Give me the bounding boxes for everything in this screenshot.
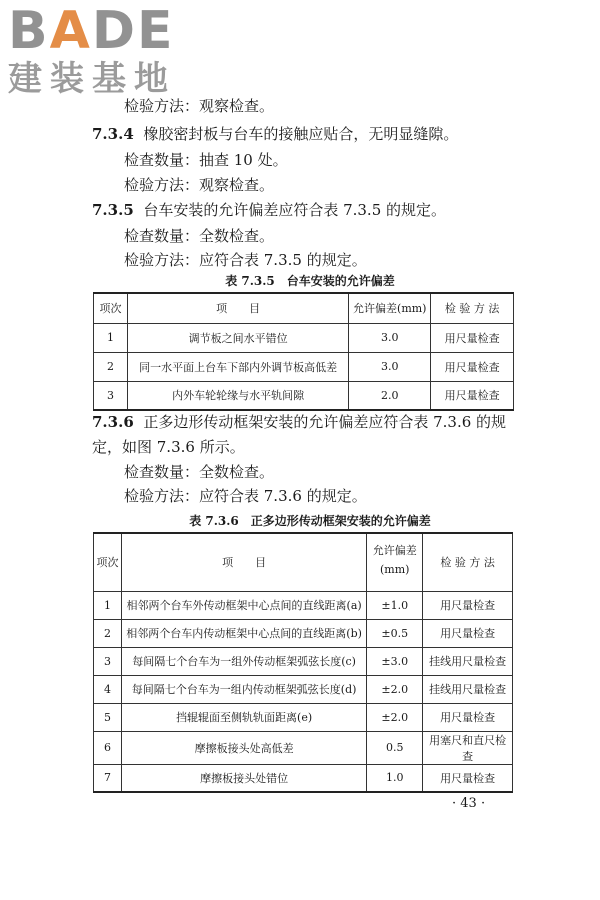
- watermark-logo: [8, 1, 176, 99]
- header-cell: 项次: [94, 533, 122, 591]
- table-cell: 5: [94, 703, 122, 731]
- table-cell: 用尺量检查: [423, 591, 513, 619]
- table-cell: 摩擦板接头处高低差: [121, 731, 366, 764]
- table-cell: 用尺量检查: [423, 703, 513, 731]
- table-row: [94, 352, 514, 381]
- table-cell: 1: [94, 323, 128, 352]
- table-cell: ±2.0: [367, 703, 423, 731]
- table-cell: 摩擦板接头处错位: [121, 764, 366, 792]
- text-line: 检查数量：全数检查。: [124, 227, 275, 245]
- table-cell: ±0.5: [367, 619, 423, 647]
- section-7-3-4: [92, 124, 458, 144]
- table-row: [94, 323, 514, 352]
- page-number: · 43 ·: [452, 796, 486, 811]
- section-number: 7.3.5: [92, 201, 134, 219]
- table-cell: 3: [94, 381, 128, 410]
- text-line: 检查数量：抽查 10 处。: [124, 151, 288, 169]
- table-cell: 用尺量检查: [431, 381, 514, 410]
- table-cell: 3: [94, 647, 122, 675]
- header-cell: 允许偏差 (mm): [367, 533, 423, 591]
- table-7-3-5: [93, 292, 514, 411]
- text-line: 检验方法：观察检查。: [124, 176, 275, 194]
- table-cell: 2.0: [349, 381, 431, 410]
- section-number: 7.3.6: [92, 413, 134, 431]
- table-cell: ±2.0: [367, 675, 423, 703]
- table-cell: 3.0: [349, 323, 431, 352]
- table-row: [94, 703, 513, 731]
- table-cell: 1.0: [367, 764, 423, 792]
- header-cell: 检 验 方 法: [431, 293, 514, 323]
- section-7-3-5: [92, 200, 446, 220]
- table-cell: 用塞尺和直尺检查: [423, 731, 513, 764]
- text-line: 检查数量：全数检查。: [124, 463, 275, 481]
- text-line: 检验方法：观察检查。: [124, 97, 275, 115]
- section-7-3-6: [92, 412, 506, 432]
- table-cell: 用尺量检查: [431, 323, 514, 352]
- table-cell: 每间隔七个台车为一组外传动框架弧弦长度(c): [121, 647, 366, 675]
- header-cell: 项 目: [127, 293, 348, 323]
- table-row: [94, 675, 513, 703]
- table-cell: 2: [94, 352, 128, 381]
- header-cell: 允许偏差(mm): [349, 293, 431, 323]
- header-cell: 项 目: [121, 533, 366, 591]
- table-cell: 调节板之间水平错位: [127, 323, 348, 352]
- table-cell: 7: [94, 764, 122, 792]
- table-row: [94, 381, 514, 410]
- table-cell: 挂线用尺量检查: [423, 675, 513, 703]
- table-header-row: [94, 533, 513, 591]
- table-cell: 6: [94, 731, 122, 764]
- table-header-row: [94, 293, 514, 323]
- table-row: [94, 619, 513, 647]
- header-cell: 检 验 方 法: [423, 533, 513, 591]
- section-text: 正多边形传动框架安装的允许偏差应符合表 7.3.6 的规: [143, 413, 507, 431]
- table-7-3-6-caption: 表 7.3.6 正多边形传动框架安装的允许偏差: [189, 514, 431, 528]
- table-row: [94, 764, 513, 792]
- table-cell: 相邻两个台车内传动框架中心点间的直线距离(b): [121, 619, 366, 647]
- table-7-3-5-caption: 表 7.3.5 台车安装的允许偏差: [225, 274, 395, 288]
- table-cell: 1: [94, 591, 122, 619]
- table-cell: 同一水平面上台车下部内外调节板高低差: [127, 352, 348, 381]
- table-cell: 相邻两个台车外传动框架中心点间的直线距离(a): [121, 591, 366, 619]
- table-cell: ±1.0: [367, 591, 423, 619]
- section-text: 橡胶密封板与台车的接触应贴合，无明显缝隙。: [143, 125, 459, 143]
- text-line: 定，如图 7.3.6 所示。: [92, 438, 245, 456]
- section-number: 7.3.4: [92, 125, 134, 143]
- table-cell: 每间隔七个台车为一组内传动框架弧弦长度(d): [121, 675, 366, 703]
- header-cell: 项次: [94, 293, 128, 323]
- table-cell: 0.5: [367, 731, 423, 764]
- table-cell: 挡辊辊面至侧轨轨面距离(e): [121, 703, 366, 731]
- text-line: 检验方法：应符合表 7.3.6 的规定。: [124, 487, 367, 505]
- table-7-3-6: [93, 532, 513, 793]
- table-cell: ±3.0: [367, 647, 423, 675]
- table-cell: 3.0: [349, 352, 431, 381]
- table-cell: 挂线用尺量检查: [423, 647, 513, 675]
- logo-wordmark: BADE: [8, 1, 175, 61]
- section-text: 台车安装的允许偏差应符合表 7.3.5 的规定。: [143, 201, 447, 219]
- table-cell: 用尺量检查: [431, 352, 514, 381]
- table-cell: 用尺量检查: [423, 619, 513, 647]
- table-row: [94, 591, 513, 619]
- table-cell: 内外车轮轮缘与水平轨间隙: [127, 381, 348, 410]
- table-cell: 用尺量检查: [423, 764, 513, 792]
- table-cell: 2: [94, 619, 122, 647]
- text-line: 检验方法：应符合表 7.3.5 的规定。: [124, 251, 367, 269]
- table-cell: 4: [94, 675, 122, 703]
- logo-subtitle: 建装基地: [8, 59, 176, 99]
- table-row: [94, 647, 513, 675]
- table-row: [94, 731, 513, 764]
